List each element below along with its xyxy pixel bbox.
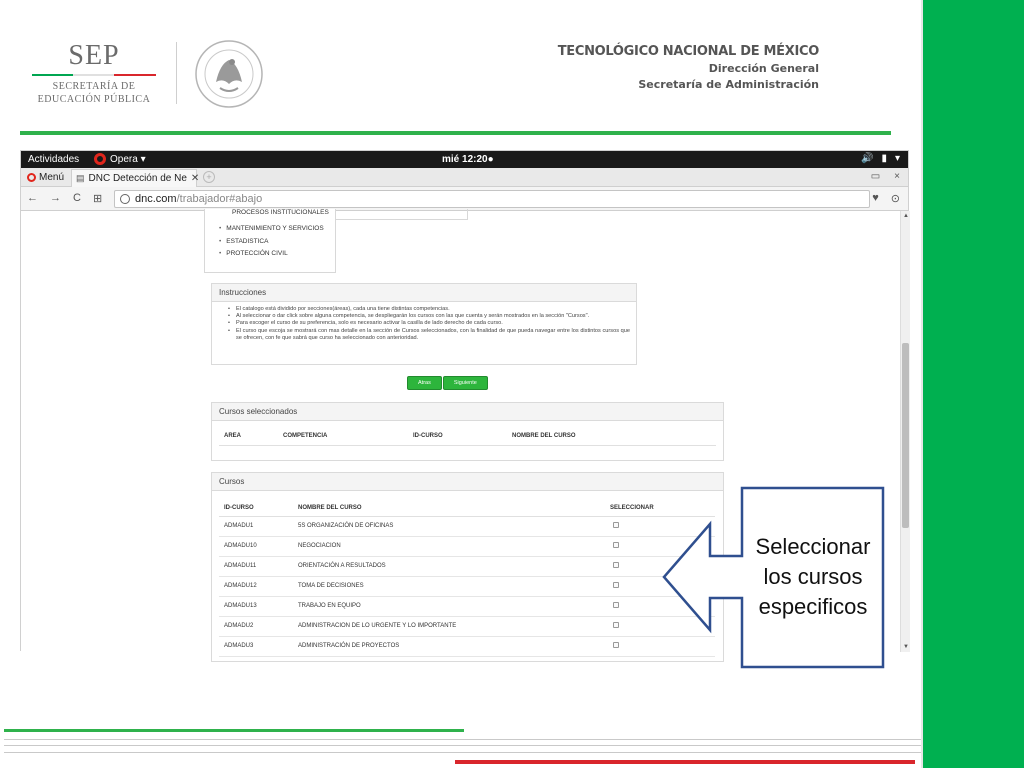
- close-icon[interactable]: ✕: [190, 173, 200, 184]
- window-buttons: [871, 171, 900, 182]
- table-row: [219, 516, 715, 536]
- opera-app-menu[interactable]: [94, 153, 146, 165]
- course-name: ADMINISTRACION DE LO URGENTE Y LO IMPORTANTE: [293, 616, 605, 636]
- course-id: ADMADU3: [219, 636, 293, 656]
- download-icon[interactable]: ⊙: [890, 193, 900, 205]
- sep-logo-word: SEP: [68, 40, 120, 71]
- menu-item-procesos[interactable]: PROCESOS INSTITUCIONALES: [232, 209, 329, 216]
- institution-title: TECNOLÓGICO NACIONAL DE MÉXICO: [557, 44, 819, 59]
- menu-item[interactable]: • PROTECCIÓN CIVIL: [219, 248, 324, 261]
- column-header: NOMBRE DEL CURSO: [512, 433, 576, 439]
- callout-line-3: especificos: [758, 594, 868, 619]
- close-window-icon[interactable]: ×: [894, 171, 900, 182]
- instruction-item: • El catalogo está dividido por secciones(áreas), cada una tiene distintas competencias.: [228, 306, 630, 313]
- course-id: ADMADU12: [219, 576, 293, 596]
- right-green-bar: [921, 0, 1024, 768]
- new-tab-button[interactable]: +: [203, 171, 215, 183]
- volume-icon[interactable]: 🔊: [861, 153, 874, 164]
- divider: [219, 445, 716, 446]
- menu-item[interactable]: • MANTENIMIENTO Y SERVICIOS: [219, 223, 324, 236]
- back-button[interactable]: Atras: [407, 376, 442, 390]
- table-row: [219, 536, 715, 556]
- tab-title: DNC Detección de Ne: [88, 173, 187, 184]
- footer-green-line: [4, 729, 464, 732]
- page-scrollbar[interactable]: [900, 211, 910, 652]
- url-path: /trabajador#abajo: [176, 193, 263, 205]
- url-domain: dnc.com: [135, 193, 177, 205]
- callout-arrow: [660, 486, 886, 670]
- opera-app-label: Opera ▾: [110, 153, 146, 165]
- select-checkbox[interactable]: [613, 522, 619, 528]
- column-header: SELECCIONAR: [605, 501, 715, 516]
- tab-menu-icon[interactable]: ▭: [870, 171, 881, 182]
- institution-line-2: Dirección General: [708, 62, 819, 75]
- opera-icon: [94, 153, 106, 165]
- course-name: ADMINISTRACIÓN DE PROYECTOS: [293, 636, 605, 656]
- sep-logo: [24, 40, 164, 110]
- area-menu-list: [219, 223, 324, 261]
- system-tray[interactable]: [861, 153, 900, 164]
- callout-line-2: los cursos: [763, 564, 863, 589]
- back-arrow-icon[interactable]: ←: [27, 192, 38, 204]
- select-checkbox[interactable]: [613, 642, 619, 648]
- instruction-item: • Para escoger el curso de su preferencia, solo es necesario activar la casilla de lado derecho de cada curso.: [228, 320, 630, 327]
- sep-logo-sub-2: EDUCACIÓN PÚBLICA: [37, 94, 151, 105]
- course-name: 5S ORGANIZACIÓN DE OFICINAS: [293, 516, 605, 536]
- logo-divider: [176, 42, 177, 104]
- column-header: ID-CURSO: [413, 433, 443, 439]
- callout-line-1: Seleccionar: [755, 534, 871, 559]
- footer-gray-line: [4, 745, 921, 746]
- header-divider-line: [20, 131, 891, 135]
- select-checkbox[interactable]: [613, 542, 619, 548]
- table-row: [219, 576, 715, 596]
- selected-courses-header: [212, 421, 723, 439]
- top-box: [336, 209, 468, 220]
- course-id: ADMADU2: [219, 616, 293, 636]
- forward-arrow-icon[interactable]: →: [50, 192, 61, 204]
- selected-courses-panel: [211, 402, 724, 461]
- speed-dial-icon[interactable]: ⊞: [92, 193, 103, 205]
- opera-menu-label: Menú: [39, 172, 65, 183]
- course-name: TRABAJO EN EQUIPO: [293, 596, 605, 616]
- instructions-title: Instrucciones: [212, 284, 636, 302]
- select-checkbox[interactable]: [613, 602, 619, 608]
- selected-courses-title: Cursos seleccionados: [212, 403, 723, 421]
- footer-gray-line: [4, 752, 921, 753]
- nav-buttons: [27, 192, 102, 205]
- footer-gray-line: [4, 739, 921, 740]
- course-name: TOMA DE DECISIONES: [293, 576, 605, 596]
- scrollbar-thumb[interactable]: [902, 343, 909, 528]
- table-row: [219, 636, 715, 656]
- column-header: NOMBRE DEL CURSO: [293, 501, 605, 516]
- menu-item[interactable]: • ESTADISTICA: [219, 236, 324, 249]
- callout-text: [748, 532, 878, 622]
- address-bar-row: [21, 187, 908, 211]
- footer-red-line: [455, 760, 915, 764]
- course-name: ORIENTACIÓN A RESULTADOS: [293, 556, 605, 576]
- instruction-item: • Al seleccionar o dar click sobre alguna competencia, se despliegarán los cursos con las que cuenta y serán mostrados en la sección "Cursos".: [228, 313, 630, 320]
- opera-menu-icon: [27, 173, 36, 182]
- column-header: AREA: [224, 433, 242, 439]
- mexico-coat-of-arms-icon: [190, 38, 268, 110]
- tab-bar: [21, 168, 908, 187]
- instruction-item: • El curso que escoja se mostrará con mas detalle en la sección de Cursos seleccionados, con la finalidad de que pueda navegar entre los distintos cursos que se ofrecen, con fe que sabrá que curso ha seleccionado con anterioridad.: [228, 328, 630, 342]
- select-checkbox[interactable]: [613, 622, 619, 628]
- activities-button[interactable]: Actividades: [28, 154, 80, 165]
- globe-icon: [120, 194, 130, 204]
- scroll-down-icon[interactable]: ▼: [903, 644, 909, 650]
- sep-logo-sub-1: SECRETARÍA DE: [52, 81, 136, 92]
- column-header: ID-CURSO: [219, 501, 293, 516]
- course-id: ADMADU13: [219, 596, 293, 616]
- instructions-panel: [211, 283, 637, 365]
- table-row: [219, 556, 715, 576]
- clock[interactable]: mié 12:20●: [442, 154, 494, 165]
- table-row: [219, 616, 715, 636]
- course-id: ADMADU1: [219, 516, 293, 536]
- battery-icon[interactable]: ▮: [881, 153, 887, 164]
- address-right-icons: [872, 192, 900, 205]
- desktop-top-bar: [21, 151, 908, 168]
- scroll-up-icon[interactable]: ▲: [903, 213, 909, 219]
- area-menu-panel: [204, 209, 336, 273]
- tab-dnc[interactable]: [71, 169, 200, 187]
- select-checkbox[interactable]: [613, 582, 619, 588]
- table-row: [219, 596, 715, 616]
- heart-icon[interactable]: ♥: [872, 192, 879, 204]
- course-id: ADMADU11: [219, 556, 293, 576]
- instructions-list: [212, 302, 636, 342]
- course-id: ADMADU10: [219, 536, 293, 556]
- table-header-row: [219, 501, 715, 516]
- courses-title: Cursos: [212, 473, 723, 491]
- chevron-down-icon[interactable]: ▾: [894, 153, 900, 164]
- institution-header: [558, 44, 819, 93]
- institution-line-3: Secretaría de Administración: [638, 78, 819, 91]
- nav-button-row: [407, 376, 488, 390]
- column-header: COMPETENCIA: [283, 433, 328, 439]
- courses-panel: [211, 472, 724, 662]
- document-icon: ▤: [76, 173, 85, 183]
- reload-icon[interactable]: C: [73, 192, 81, 204]
- opera-menu-button[interactable]: [23, 170, 68, 185]
- course-name: NEGOCIACION: [293, 536, 605, 556]
- select-checkbox[interactable]: [613, 562, 619, 568]
- courses-table: [219, 501, 715, 657]
- next-button[interactable]: Siguiente: [443, 376, 488, 390]
- sep-logo-line: [32, 74, 156, 76]
- url-input[interactable]: [114, 190, 870, 208]
